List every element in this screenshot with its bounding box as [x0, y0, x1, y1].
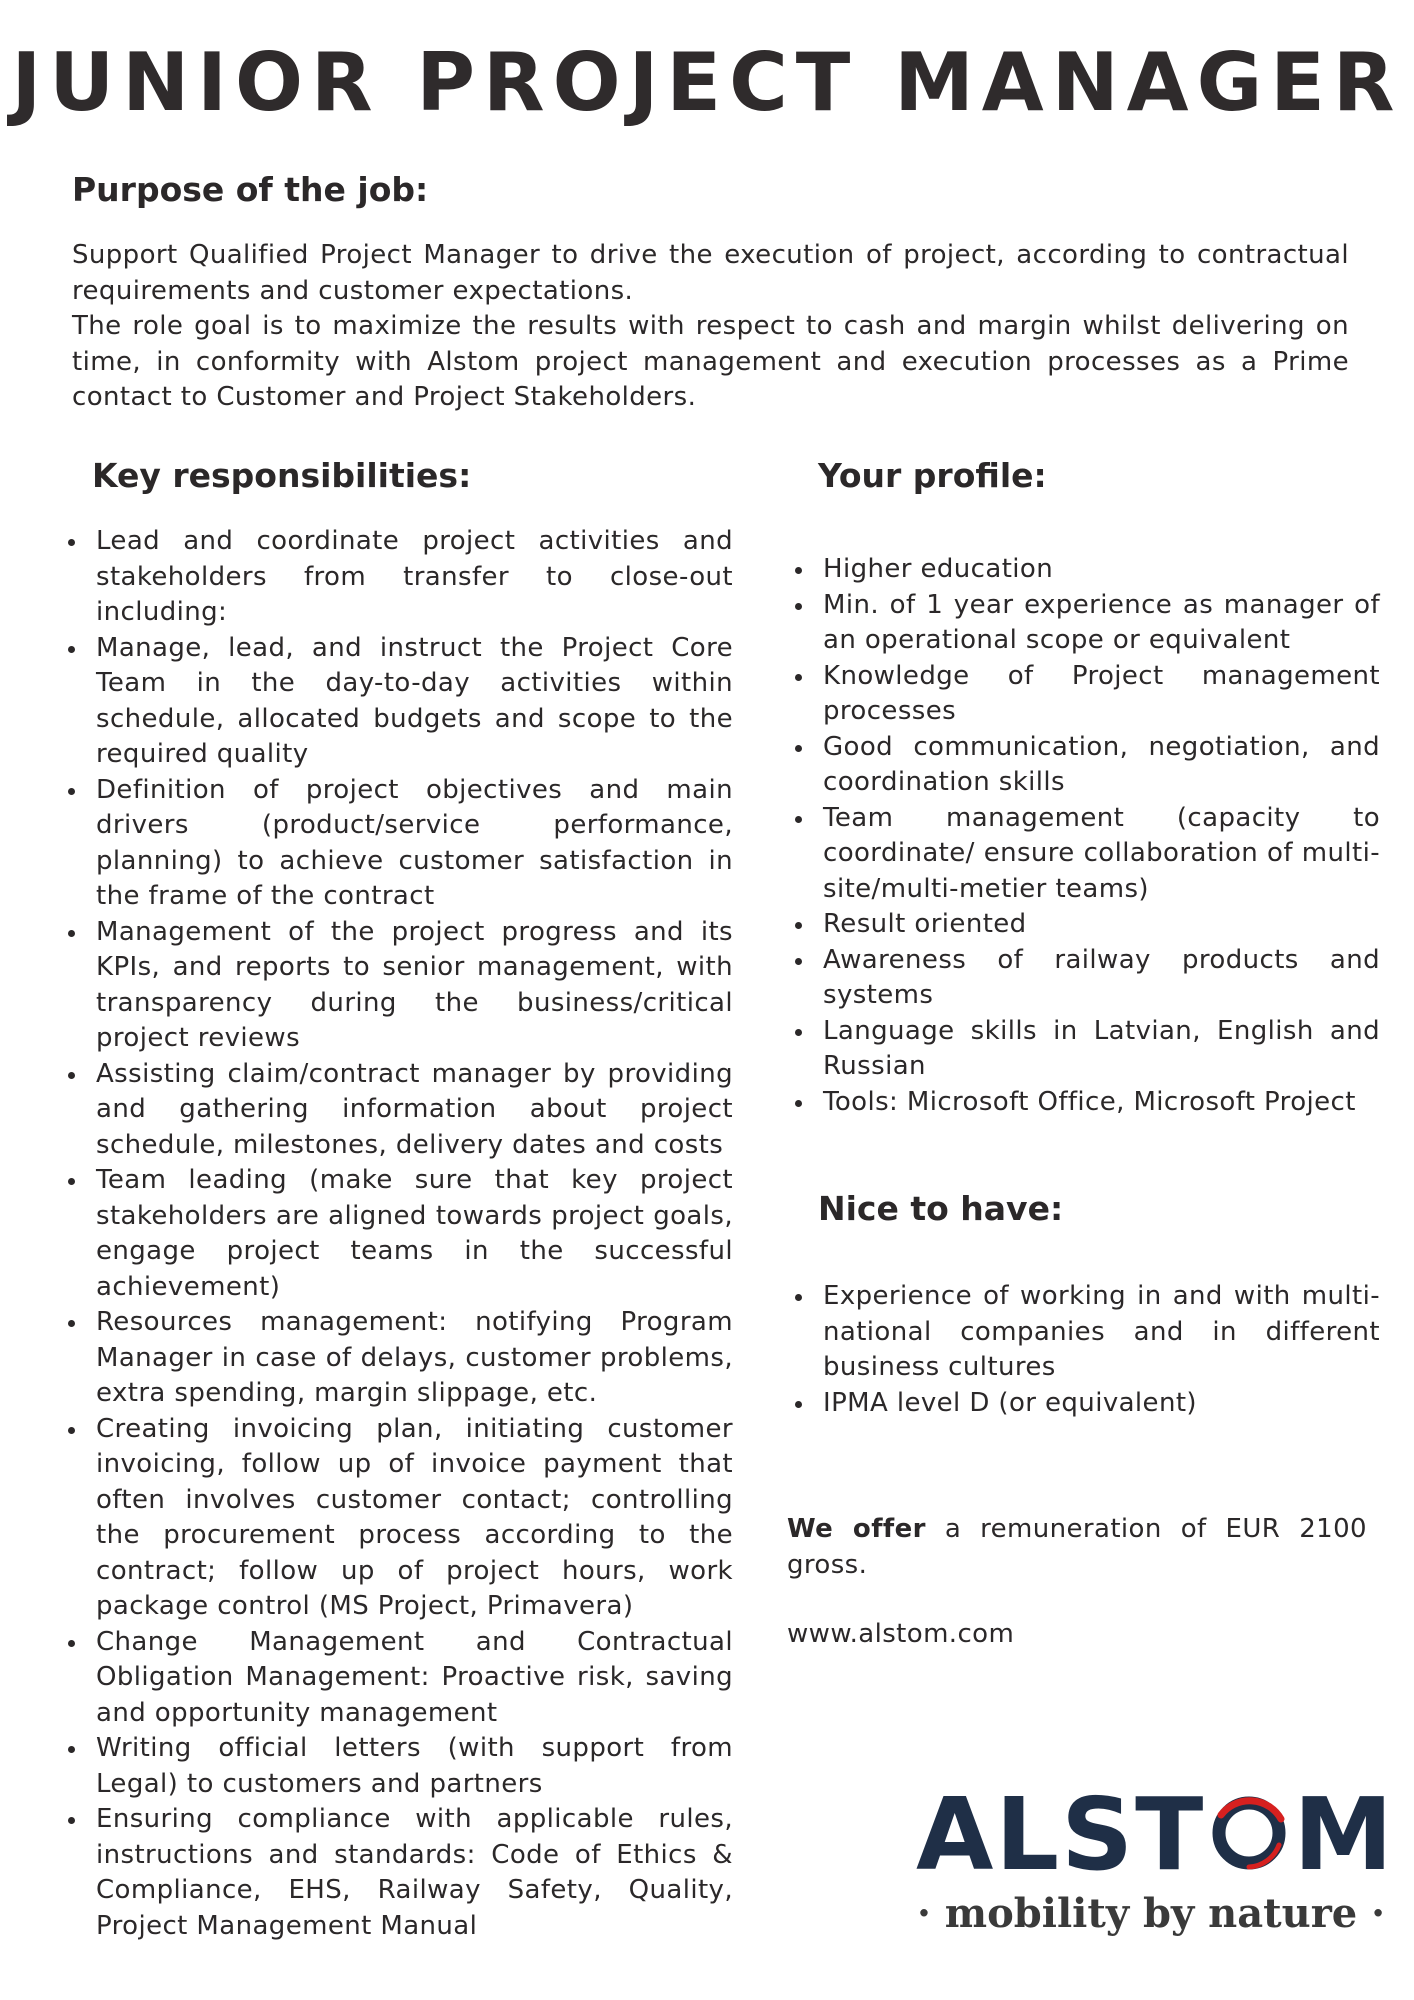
list-item: Writing official letters (with support from Legal) to customers and partners: [72, 1731, 733, 1802]
list-item: Knowledge of Project management processes: [799, 659, 1380, 730]
list-item: Awareness of railway products and systems: [799, 943, 1380, 1014]
website-link[interactable]: www.alstom.com: [787, 1619, 1015, 1649]
list-item: Result oriented: [799, 907, 1380, 943]
purpose-text: [72, 238, 1349, 416]
alstom-logo: [916, 1776, 1395, 1950]
list-item: Good communication, negotiation, and coordination skills: [799, 730, 1380, 801]
job-title: JUNIOR PROJECT MANAGER: [11, 36, 1403, 129]
responsibilities-heading: Key responsibilities:: [92, 456, 472, 495]
offer-body: a remuneration of EUR 2100 gross.: [787, 1514, 1367, 1580]
list-item: Definition of project objectives and main drivers (product/service performance, planning) to achieve customer satisfaction in the frame of the contract: [72, 773, 733, 915]
list-item: Ensuring compliance with applicable rules, instructions and standards: Code of Ethics & Compliance, EHS, Railway Safety, Quality, Project Management Manual: [72, 1802, 733, 1944]
list-item: Min. of 1 year experience as manager of an operational scope or equivalent: [799, 588, 1380, 659]
offer-text: [787, 1511, 1367, 1583]
list-item: Team leading (make sure that key project stakeholders are aligned towards project goals, engage project teams in the successful achievement): [72, 1163, 733, 1305]
responsibilities-list: [72, 524, 733, 1944]
offer-lead: We offer: [787, 1514, 926, 1544]
nice-to-have-heading: Nice to have:: [818, 1189, 1064, 1228]
purpose-heading: Purpose of the job:: [72, 170, 429, 209]
list-item: Change Management and Contractual Obligation Management: Proactive risk, saving and opportunity management: [72, 1625, 733, 1732]
purpose-paragraph-1: Support Qualified Project Manager to drive the execution of project, according to contractual requirements and customer expectations.: [72, 240, 1349, 306]
logo-wordmark: ALST M: [916, 1776, 1395, 1893]
list-item: Manage, lead, and instruct the Project Core Team in the day-to-day activities within schedule, allocated budgets and scope to the required quality: [72, 631, 733, 773]
list-item: Creating invoicing plan, initiating customer invoicing, follow up of invoice payment that often involves customer contact; controlling the procurement process according to the contract; follow up of project hours, work package control (MS Project, Primavera): [72, 1412, 733, 1625]
list-item: IPMA level D (or equivalent): [799, 1386, 1380, 1422]
list-item: Higher education: [799, 552, 1380, 588]
list-item: Lead and coordinate project activities and stakeholders from transfer to close-out including:: [72, 524, 733, 631]
list-item: Language skills in Latvian, English and Russian: [799, 1014, 1380, 1085]
list-item: Team management (capacity to coordinate/ ensure collaboration of multi-site/multi-metier teams): [799, 801, 1380, 908]
list-item: Resources management: notifying Program Manager in case of delays, customer problems, extra spending, margin slippage, etc.: [72, 1305, 733, 1412]
logo-o-ring-icon: [1209, 1784, 1289, 1864]
logo-tagline: · mobility by nature ·: [916, 1890, 1386, 1937]
list-item: Experience of working in and with multi-national companies and in different business cultures: [799, 1279, 1380, 1386]
profile-list: [799, 552, 1380, 1120]
profile-heading: Your profile:: [818, 456, 1047, 495]
purpose-paragraph-2: The role goal is to maximize the results with respect to cash and margin whilst delivering on time, in conformity with Alstom project management and execution processes as a Prime contact to Customer and Project Stakeholders.: [72, 311, 1349, 412]
list-item: Assisting claim/contract manager by providing and gathering information about project schedule, milestones, delivery dates and costs: [72, 1057, 733, 1164]
nice-to-have-list: [799, 1279, 1380, 1421]
list-item: Management of the project progress and its KPIs, and reports to senior management, with transparency during the business/critical project reviews: [72, 915, 733, 1057]
list-item: Tools: Microsoft Office, Microsoft Project: [799, 1085, 1380, 1121]
